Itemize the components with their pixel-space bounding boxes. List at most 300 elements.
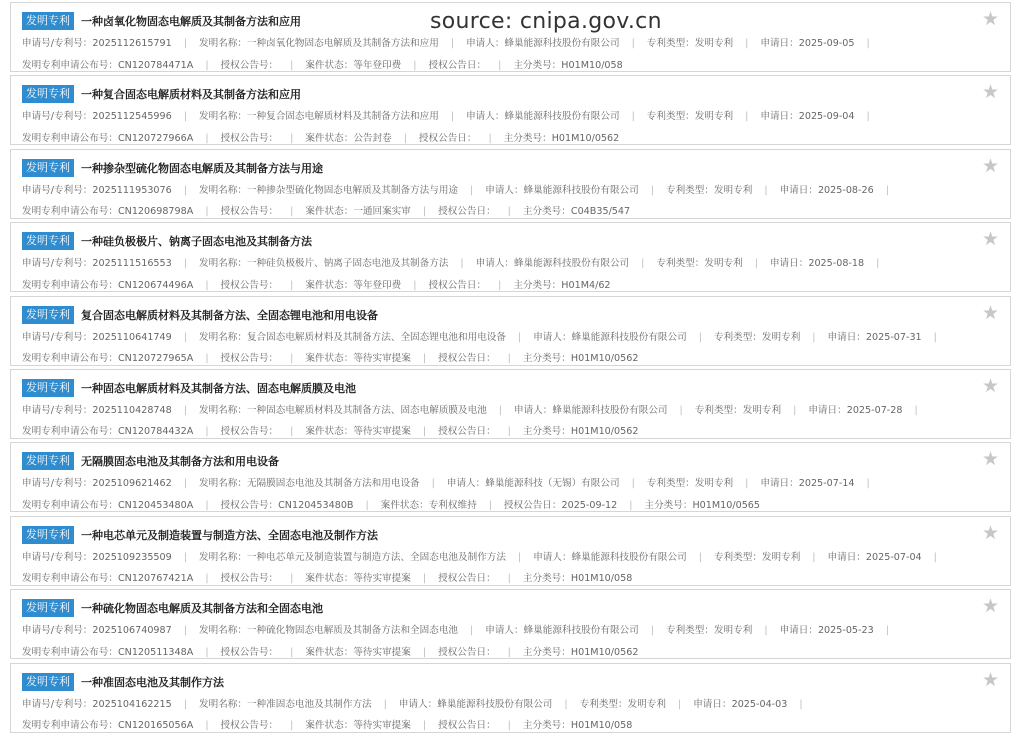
meta-field-app-no: [22, 111, 172, 122]
meta-field-pub-no: [22, 426, 193, 437]
meta-separator: |: [812, 331, 816, 343]
patent-type-badge: 发明专利: [22, 526, 74, 544]
meta-value: 发明专利: [713, 625, 753, 637]
patent-title-link[interactable]: 一种准固态电池及其制作方法: [81, 675, 224, 689]
meta-separator: |: [933, 551, 937, 563]
source-watermark: source: cnipa.gov.cn: [430, 9, 662, 34]
patent-card[interactable]: [10, 369, 1011, 439]
meta-label: 授权公告日：: [438, 426, 496, 438]
meta-field-status: [305, 647, 411, 658]
meta-field-type: [714, 552, 800, 563]
meta-field-ipc: [504, 133, 620, 144]
meta-separator: |: [422, 353, 427, 365]
meta-field-applicant: [533, 552, 687, 563]
meta-label: 申请人：: [485, 625, 524, 637]
meta-field-pub-no: [22, 720, 193, 731]
meta-value: CN120511348A: [117, 646, 194, 658]
meta-separator: |: [460, 258, 464, 270]
meta-separator: |: [517, 551, 522, 563]
meta-value: CN120767421A: [117, 573, 194, 585]
patent-card[interactable]: [10, 442, 1011, 512]
meta-field-name: [199, 258, 448, 269]
meta-field-status: [305, 60, 401, 71]
meta-field-applicant: [485, 625, 639, 636]
meta-separator: |: [205, 279, 209, 291]
meta-separator: |: [507, 353, 511, 365]
meta-separator: |: [764, 184, 768, 196]
meta-label: 申请日：: [808, 404, 847, 416]
meta-label: 发明专利申请公布号：: [22, 720, 118, 732]
meta-label: 授权公告日：: [438, 206, 496, 218]
meta-separator: |: [876, 258, 880, 270]
meta-field-ipc: [523, 353, 639, 364]
meta-separator: |: [885, 184, 889, 196]
meta-value: 发明专利: [694, 38, 734, 49]
meta-value: 发明专利: [761, 331, 801, 343]
meta-value: 蜂巢能源科技（无锡）有限公司: [485, 478, 620, 490]
meta-value: 等年登印费: [353, 59, 402, 71]
meta-label: 专利类型：: [713, 551, 762, 563]
patent-card[interactable]: [10, 589, 1011, 659]
favorite-star-icon[interactable]: ★: [981, 374, 999, 397]
patent-meta-row: [22, 620, 982, 663]
meta-value: 等待实审提案: [353, 426, 411, 438]
meta-label: 发明专利申请公布号：: [22, 59, 118, 71]
meta-field-app-date: [780, 185, 874, 196]
meta-label: 申请号/专利号：: [22, 698, 93, 710]
meta-separator: |: [183, 111, 187, 123]
meta-field-app-no: [22, 552, 172, 563]
meta-value: 一种硫化物固态电解质及其制备方法和全固态电池: [246, 625, 459, 637]
patent-meta-row: [22, 473, 982, 516]
meta-field-type: [666, 625, 752, 636]
meta-separator: |: [403, 132, 407, 144]
patent-title-link[interactable]: 一种电芯单元及制造装置与制造方法、全固态电池及制作方法: [81, 528, 378, 542]
meta-separator: |: [290, 426, 294, 438]
meta-separator: |: [799, 698, 803, 710]
meta-field-app-date: [760, 478, 854, 489]
patent-card[interactable]: [10, 75, 1011, 145]
meta-field-grant-no: [221, 500, 354, 511]
meta-label: 主分类号：: [522, 353, 571, 365]
meta-label: 申请人：: [485, 184, 524, 196]
meta-separator: |: [498, 59, 502, 71]
meta-label: 案件状态：: [305, 132, 354, 144]
meta-field-ipc: [523, 647, 639, 658]
patent-type-badge: 发明专利: [22, 599, 74, 617]
meta-separator: |: [205, 353, 209, 365]
meta-value: 一通回案实审: [353, 206, 411, 218]
meta-label: 案件状态：: [305, 646, 354, 658]
meta-separator: |: [183, 698, 187, 710]
meta-field-ipc: [513, 60, 622, 71]
patent-type-badge: 发明专利: [22, 232, 74, 250]
meta-field-applicant: [447, 478, 620, 489]
meta-value: H01M10/0562: [551, 132, 620, 144]
meta-label: 申请人：: [466, 38, 505, 49]
meta-value: 2025111953076: [92, 184, 172, 196]
meta-value: 蜂巢能源科技股份有限公司: [514, 258, 630, 270]
meta-value: 发明专利: [713, 184, 753, 196]
meta-separator: |: [564, 698, 568, 710]
meta-separator: |: [413, 279, 417, 291]
meta-value: 2025104162215: [92, 698, 172, 710]
meta-field-ipc: [523, 720, 632, 731]
meta-separator: |: [498, 404, 503, 416]
meta-field-status: [381, 500, 477, 511]
meta-separator: |: [205, 573, 209, 585]
favorite-star-icon[interactable]: ★: [981, 8, 999, 30]
meta-separator: |: [205, 206, 209, 218]
meta-label: 发明名称：: [198, 331, 247, 343]
meta-label: 授权公告号：: [220, 646, 279, 658]
meta-field-app-no: [22, 185, 172, 196]
meta-field-name: [199, 332, 506, 343]
meta-separator: |: [422, 206, 427, 218]
patent-card[interactable]: [10, 222, 1011, 292]
patent-card-header: [22, 157, 982, 179]
meta-label: 申请号/专利号：: [22, 258, 93, 270]
patent-meta-row: [22, 33, 982, 76]
meta-value: 2025109235509: [92, 551, 172, 563]
meta-separator: |: [431, 478, 435, 490]
meta-value: 2025-09-12: [561, 499, 618, 511]
patent-title-link[interactable]: 复合固态电解质材料及其制备方法、全固态锂电池和用电设备: [81, 308, 378, 322]
meta-value: CN120165056A: [117, 720, 194, 732]
meta-field-name: [199, 38, 439, 49]
meta-separator: |: [631, 38, 635, 49]
meta-label: 授权公告号：: [220, 59, 279, 71]
meta-value: 一种掺杂型硫化物固态电解质及其制备方法与用途: [246, 184, 459, 196]
patent-card[interactable]: [10, 149, 1011, 219]
patent-type-badge: 发明专利: [22, 306, 74, 324]
meta-value: 2025-09-05: [798, 38, 855, 49]
meta-field-grant-no: [221, 60, 279, 71]
meta-separator: |: [205, 499, 209, 511]
meta-field-name: [199, 185, 458, 196]
meta-field-app-date: [828, 552, 922, 563]
patent-title-link[interactable]: 一种硅负极极片、钠离子固态电池及其制备方法: [81, 235, 312, 249]
meta-value: 2025-07-28: [846, 404, 903, 416]
meta-value: 等待实审提案: [353, 720, 411, 732]
meta-separator: |: [812, 551, 816, 563]
meta-label: 案件状态：: [305, 573, 354, 585]
patent-title-link[interactable]: 一种掺杂型硫化物固态电解质及其制备方法与用途: [81, 161, 323, 175]
meta-field-ipc: [523, 426, 639, 437]
meta-field-status: [305, 206, 411, 217]
meta-separator: |: [470, 625, 474, 637]
meta-separator: |: [383, 698, 387, 710]
patent-meta-row: [22, 106, 982, 149]
patent-meta-row: [22, 180, 982, 223]
meta-field-grant-date: [438, 353, 496, 364]
meta-field-pub-no: [22, 60, 193, 71]
meta-label: 授权公告号：: [220, 499, 279, 511]
patent-card[interactable]: [10, 296, 1011, 366]
meta-separator: |: [365, 499, 369, 511]
meta-field-status: [305, 353, 411, 364]
meta-field-pub-no: [22, 500, 193, 511]
patent-type-badge: 发明专利: [22, 673, 74, 691]
meta-value: 2025111516553: [92, 258, 172, 270]
meta-field-status: [305, 426, 411, 437]
meta-field-app-no: [22, 38, 172, 49]
patent-card-header: [22, 304, 982, 326]
meta-field-applicant: [476, 258, 630, 269]
meta-label: 授权公告号：: [220, 279, 279, 291]
patent-card[interactable]: [10, 2, 1011, 72]
meta-field-ipc: [523, 206, 630, 217]
meta-label: 专利类型：: [646, 38, 695, 49]
meta-label: 发明名称：: [198, 184, 247, 196]
meta-field-name: [199, 552, 506, 563]
meta-separator: |: [885, 625, 889, 637]
patent-result-list: [10, 2, 1011, 736]
meta-value: 等待实审提案: [353, 573, 411, 585]
meta-separator: |: [183, 258, 187, 270]
meta-field-name: [199, 405, 487, 416]
meta-separator: |: [450, 38, 455, 49]
meta-label: 申请日：: [827, 331, 866, 343]
meta-field-grant-no: [221, 280, 279, 291]
meta-separator: |: [677, 698, 682, 710]
meta-value: 2025110641749: [92, 331, 172, 343]
meta-separator: |: [679, 404, 683, 416]
patent-card-header: [22, 597, 982, 619]
meta-value: 一种准固态电池及其制作方法: [246, 698, 372, 710]
meta-field-grant-no: [221, 573, 279, 584]
meta-label: 主分类号：: [522, 426, 571, 438]
meta-separator: |: [488, 499, 492, 511]
meta-separator: |: [205, 426, 209, 438]
patent-title-link[interactable]: 无隔膜固态电池及其制备方法和用电设备: [81, 455, 279, 469]
patent-title-link[interactable]: 一种复合固态电解质材料及其制备方法和应用: [81, 88, 301, 102]
meta-separator: |: [507, 646, 511, 658]
meta-label: 申请日：: [693, 698, 732, 710]
meta-value: H01M10/0565: [692, 499, 761, 511]
meta-separator: |: [413, 59, 417, 71]
meta-label: 发明专利申请公布号：: [22, 499, 118, 511]
meta-separator: |: [754, 258, 758, 270]
patent-title-link[interactable]: 一种卤氧化物固态电解质及其制备方法和应用: [81, 15, 301, 28]
meta-value: 发明专利: [694, 478, 734, 490]
meta-label: 申请号/专利号：: [22, 331, 93, 343]
meta-value: 等待实审提案: [353, 353, 411, 365]
meta-value: 蜂巢能源科技股份有限公司: [523, 184, 639, 196]
meta-label: 专利类型：: [694, 404, 743, 416]
meta-field-type: [647, 38, 733, 49]
favorite-star-icon[interactable]: ★: [981, 448, 999, 471]
meta-separator: |: [290, 720, 294, 732]
meta-label: 授权公告日：: [503, 499, 562, 511]
meta-value: H01M10/058: [561, 59, 623, 71]
meta-label: 发明名称：: [198, 478, 247, 490]
favorite-star-icon[interactable]: ★: [981, 81, 999, 104]
meta-separator: |: [866, 38, 870, 49]
meta-value: 专利权维持: [428, 499, 477, 511]
meta-value: 一种卤氧化物固态电解质及其制备方法和应用: [246, 38, 439, 49]
meta-field-applicant: [466, 38, 620, 49]
meta-separator: |: [290, 132, 294, 144]
meta-field-app-no: [22, 478, 172, 489]
meta-field-pub-no: [22, 573, 193, 584]
meta-separator: |: [290, 353, 294, 365]
meta-field-ipc: [644, 500, 760, 511]
meta-separator: |: [183, 625, 187, 637]
meta-label: 授权公告号：: [220, 206, 279, 218]
meta-separator: |: [183, 38, 187, 49]
meta-field-grant-no: [221, 426, 279, 437]
meta-label: 申请人：: [533, 331, 572, 343]
meta-field-applicant: [514, 405, 668, 416]
favorite-star-icon[interactable]: ★: [981, 595, 999, 618]
meta-value: 发明专利: [704, 258, 743, 270]
favorite-star-icon[interactable]: ★: [981, 228, 999, 251]
meta-separator: |: [183, 551, 187, 563]
meta-value: H01M10/0562: [570, 426, 639, 438]
meta-field-type: [695, 405, 781, 416]
patent-meta-row: [22, 400, 982, 443]
meta-field-status: [305, 280, 401, 291]
meta-field-grant-date: [429, 280, 487, 291]
meta-label: 发明名称：: [198, 551, 247, 563]
meta-label: 申请日：: [769, 258, 809, 270]
meta-separator: |: [866, 111, 870, 123]
patent-title-link[interactable]: 一种硫化物固态电解质及其制备方法和全固态电池: [81, 602, 323, 616]
meta-label: 主分类号：: [644, 499, 693, 511]
meta-label: 申请日：: [760, 38, 799, 49]
patent-type-badge: 发明专利: [22, 159, 74, 177]
meta-value: 蜂巢能源科技股份有限公司: [571, 551, 687, 563]
patent-title-link[interactable]: 一种固态电解质材料及其制备方法、固态电解质膜及电池: [81, 381, 356, 395]
meta-label: 授权公告号：: [220, 132, 279, 144]
favorite-star-icon[interactable]: ★: [981, 521, 999, 544]
meta-value: CN120784471A: [117, 59, 194, 71]
meta-field-name: [199, 625, 458, 636]
meta-label: 发明名称：: [198, 404, 247, 416]
meta-separator: |: [764, 625, 768, 637]
meta-value: 无隔膜固态电池及其制备方法和用电设备: [246, 478, 420, 490]
meta-label: 授权公告号：: [220, 426, 279, 438]
meta-field-grant-date: [438, 206, 496, 217]
meta-separator: |: [290, 279, 294, 291]
meta-value: 2025-05-23: [817, 625, 874, 637]
meta-label: 主分类号：: [522, 720, 571, 732]
meta-label: 发明名称：: [198, 258, 247, 270]
meta-value: CN120727965A: [117, 353, 194, 365]
meta-field-app-date: [780, 625, 874, 636]
meta-value: 2025-08-26: [817, 184, 874, 196]
meta-label: 案件状态：: [305, 279, 354, 291]
meta-field-app-date: [693, 699, 787, 710]
meta-value: 2025-07-14: [798, 478, 855, 490]
patent-card[interactable]: [10, 663, 1011, 733]
meta-field-ipc: [513, 280, 610, 291]
meta-separator: |: [933, 331, 937, 343]
meta-label: 授权公告号：: [220, 573, 279, 585]
meta-value: H01M4/62: [561, 279, 611, 291]
patent-type-badge: 发明专利: [22, 85, 74, 103]
meta-field-type: [656, 258, 742, 269]
patent-type-badge: 发明专利: [22, 452, 74, 470]
favorite-star-icon[interactable]: ★: [981, 668, 999, 691]
meta-field-app-date: [828, 332, 922, 343]
meta-label: 申请日：: [827, 551, 866, 563]
meta-label: 专利类型：: [665, 184, 714, 196]
meta-label: 申请号/专利号：: [22, 38, 93, 49]
meta-label: 专利类型：: [656, 258, 705, 270]
meta-field-grant-no: [221, 647, 279, 658]
patent-type-badge: 发明专利: [22, 12, 74, 30]
meta-field-name: [199, 111, 439, 122]
favorite-star-icon[interactable]: ★: [981, 154, 999, 177]
meta-label: 授权公告日：: [418, 132, 477, 144]
meta-value: H01M10/0562: [570, 353, 639, 365]
meta-separator: |: [488, 132, 492, 144]
meta-separator: |: [290, 206, 294, 218]
meta-label: 申请号/专利号：: [22, 551, 93, 563]
patent-meta-row: [22, 694, 982, 737]
meta-field-grant-date: [429, 60, 487, 71]
patent-card-header: [22, 524, 982, 546]
meta-separator: |: [650, 625, 654, 637]
meta-field-grant-date: [438, 573, 496, 584]
meta-value: 蜂巢能源科技股份有限公司: [504, 111, 620, 123]
meta-value: CN120727966A: [117, 132, 194, 144]
meta-field-grant-date: [438, 720, 496, 731]
patent-card[interactable]: [10, 516, 1011, 586]
meta-value: 2025112545996: [92, 111, 172, 123]
meta-field-status: [305, 133, 391, 144]
meta-separator: |: [183, 184, 187, 196]
meta-field-app-no: [22, 405, 172, 416]
meta-value: 2025-07-31: [865, 331, 922, 343]
meta-value: 发明专利: [742, 404, 782, 416]
meta-field-grant-no: [221, 720, 279, 731]
meta-value: 发明专利: [627, 698, 666, 710]
meta-separator: |: [698, 331, 702, 343]
meta-label: 发明专利申请公布号：: [22, 279, 118, 291]
meta-label: 发明专利申请公布号：: [22, 353, 118, 365]
meta-field-app-date: [770, 258, 864, 269]
meta-separator: |: [205, 132, 209, 144]
meta-separator: |: [205, 59, 209, 71]
meta-label: 案件状态：: [305, 426, 354, 438]
meta-separator: |: [422, 426, 427, 438]
meta-field-app-no: [22, 625, 172, 636]
meta-separator: |: [498, 279, 502, 291]
meta-label: 申请人：: [514, 404, 553, 416]
meta-label: 主分类号：: [522, 573, 571, 585]
patent-card-header: [22, 450, 982, 472]
meta-label: 申请日：: [760, 478, 799, 490]
meta-separator: |: [290, 573, 294, 585]
meta-value: 2025-08-18: [808, 258, 865, 270]
meta-label: 授权公告日：: [438, 720, 496, 732]
meta-field-app-no: [22, 258, 172, 269]
meta-separator: |: [698, 551, 702, 563]
meta-label: 申请号/专利号：: [22, 404, 93, 416]
meta-label: 申请日：: [760, 111, 799, 123]
meta-field-app-date: [760, 38, 854, 49]
meta-separator: |: [631, 478, 635, 490]
meta-label: 专利类型：: [713, 331, 762, 343]
meta-value: CN120674496A: [117, 279, 194, 291]
meta-value: 一种电芯单元及制造装置与制造方法、全固态电池及制作方法: [246, 551, 506, 563]
favorite-star-icon[interactable]: ★: [981, 301, 999, 324]
meta-label: 案件状态：: [380, 499, 429, 511]
meta-field-grant-date: [438, 426, 496, 437]
